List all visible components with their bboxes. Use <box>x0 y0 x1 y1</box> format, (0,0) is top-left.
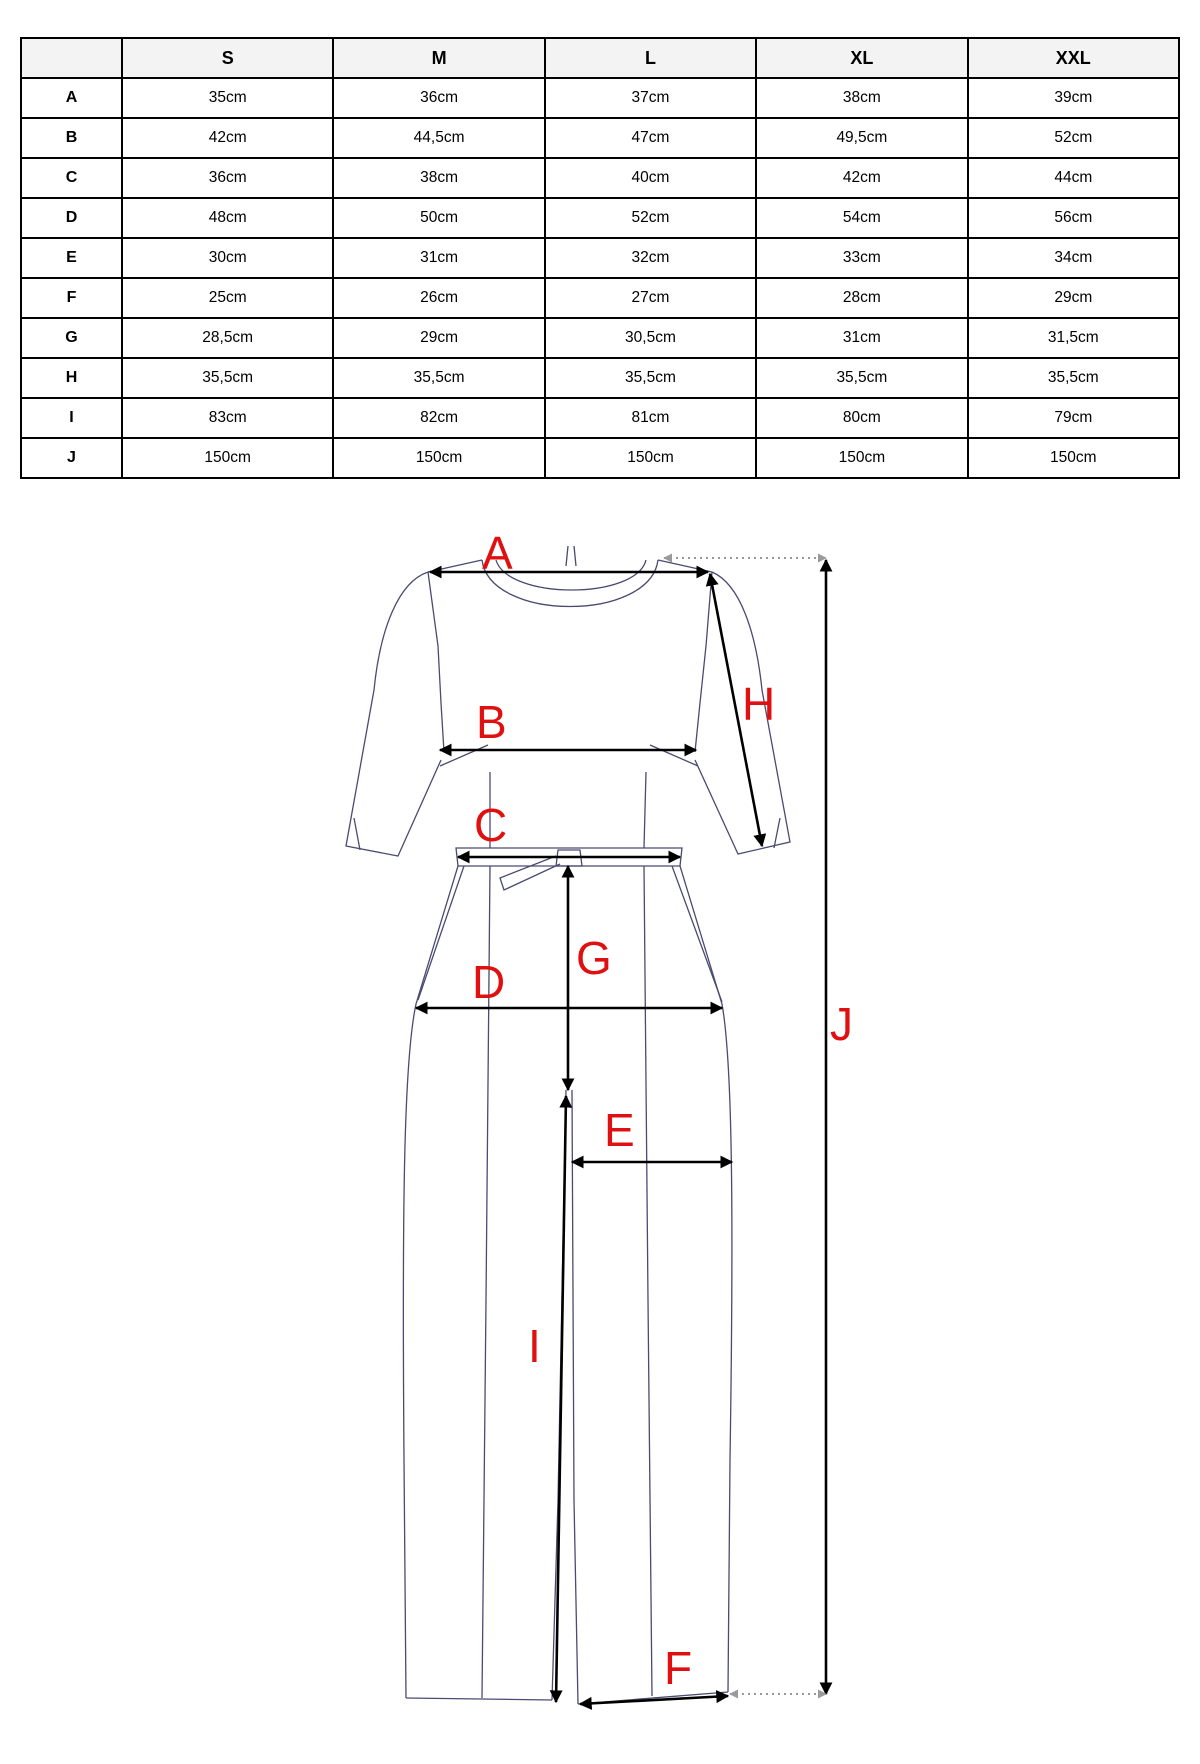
table-row <box>21 78 1179 118</box>
size-header-xxl: XXL <box>968 38 1179 78</box>
table-cell: 35,5cm <box>333 358 544 398</box>
size-chart-table <box>20 37 1180 479</box>
table-cell: 44cm <box>968 158 1179 198</box>
table-cell: 81cm <box>545 398 756 438</box>
table-cell: 25cm <box>122 278 333 318</box>
table-cell: 35,5cm <box>122 358 333 398</box>
label-e: E <box>604 1104 635 1156</box>
table-cell: 150cm <box>122 438 333 478</box>
label-d: D <box>472 956 506 1008</box>
trousers-outer-right <box>680 866 732 1692</box>
table-cell: 27cm <box>545 278 756 318</box>
bust-dart-right <box>650 745 698 766</box>
table-cell: 40cm <box>545 158 756 198</box>
arrow-f <box>580 1696 728 1704</box>
size-header-l: L <box>545 38 756 78</box>
table-row <box>21 438 1179 478</box>
table-row <box>21 158 1179 198</box>
trousers-hem-left <box>406 1698 552 1700</box>
table-cell: 26cm <box>333 278 544 318</box>
bodice-left-side <box>428 572 444 752</box>
table-cell: 150cm <box>756 438 967 478</box>
row-label: D <box>21 198 122 238</box>
neck-back-opening <box>566 546 576 566</box>
table-cell: 50cm <box>333 198 544 238</box>
row-label: A <box>21 78 122 118</box>
size-header-s: S <box>122 38 333 78</box>
label-i: I <box>528 1320 541 1372</box>
table-cell: 80cm <box>756 398 967 438</box>
table-cell: 52cm <box>545 198 756 238</box>
arrow-i <box>556 1096 566 1702</box>
size-header <box>21 38 1179 78</box>
table-cell: 150cm <box>333 438 544 478</box>
table-cell: 37cm <box>545 78 756 118</box>
table-cell: 35,5cm <box>545 358 756 398</box>
table-cell: 32cm <box>545 238 756 278</box>
table-cell: 36cm <box>333 78 544 118</box>
bust-dart-left <box>440 745 488 766</box>
label-f: F <box>664 1642 693 1694</box>
sleeve-left-hem <box>354 818 360 850</box>
row-label: F <box>21 278 122 318</box>
table-cell: 83cm <box>122 398 333 438</box>
table-cell: 48cm <box>122 198 333 238</box>
table-cell: 150cm <box>968 438 1179 478</box>
crease-right <box>644 866 652 1696</box>
table-row <box>21 118 1179 158</box>
table-cell: 28cm <box>756 278 967 318</box>
table-row <box>21 358 1179 398</box>
table-cell: 33cm <box>756 238 967 278</box>
table-cell: 54cm <box>756 198 967 238</box>
table-cell: 42cm <box>122 118 333 158</box>
table-cell: 34cm <box>968 238 1179 278</box>
table-cell: 35cm <box>122 78 333 118</box>
table-cell: 30,5cm <box>545 318 756 358</box>
table-cell: 79cm <box>968 398 1179 438</box>
table-cell: 47cm <box>545 118 756 158</box>
row-label: H <box>21 358 122 398</box>
table-row <box>21 198 1179 238</box>
table-cell: 29cm <box>333 318 544 358</box>
jumpsuit-outline <box>346 546 790 1704</box>
row-label: I <box>21 398 122 438</box>
row-label: E <box>21 238 122 278</box>
row-label: B <box>21 118 122 158</box>
row-label: C <box>21 158 122 198</box>
pocket-right <box>672 866 722 1002</box>
table-cell: 31cm <box>756 318 967 358</box>
row-label: G <box>21 318 122 358</box>
measurement-labels <box>472 527 853 1694</box>
size-header-m: M <box>333 38 544 78</box>
table-cell: 36cm <box>122 158 333 198</box>
table-cell: 35,5cm <box>756 358 967 398</box>
row-label: J <box>21 438 122 478</box>
table-cell: 52cm <box>968 118 1179 158</box>
table-cell: 31,5cm <box>968 318 1179 358</box>
size-body <box>21 78 1179 478</box>
table-row <box>21 318 1179 358</box>
label-c: C <box>474 799 508 851</box>
label-h: H <box>742 678 776 730</box>
table-cell: 150cm <box>545 438 756 478</box>
trousers-outer-left <box>403 866 458 1698</box>
label-g: G <box>576 932 612 984</box>
shoulder-seam-left <box>428 560 482 572</box>
table-cell: 39cm <box>968 78 1179 118</box>
inseam-right <box>572 1090 578 1704</box>
neckline-inner <box>496 560 646 590</box>
table-row <box>21 398 1179 438</box>
table-row <box>21 238 1179 278</box>
table-cell: 35,5cm <box>968 358 1179 398</box>
corner-cell <box>21 38 122 78</box>
bodice-right-side <box>695 572 712 752</box>
table-cell: 42cm <box>756 158 967 198</box>
table-cell: 30cm <box>122 238 333 278</box>
size-header-row <box>21 38 1179 78</box>
label-j: J <box>830 998 853 1050</box>
table-row <box>21 278 1179 318</box>
table-cell: 38cm <box>756 78 967 118</box>
shoulder-seam-right <box>658 560 712 572</box>
table-cell: 49,5cm <box>756 118 967 158</box>
jumpsuit-measurement-diagram <box>0 520 1200 1764</box>
size-header-xl: XL <box>756 38 967 78</box>
sleeve-left <box>346 572 441 856</box>
pocket-left <box>418 866 464 1000</box>
sleeve-right-hem <box>774 818 780 848</box>
table-cell: 38cm <box>333 158 544 198</box>
table-cell: 29cm <box>968 278 1179 318</box>
table-cell: 82cm <box>333 398 544 438</box>
label-a: A <box>482 527 513 579</box>
table-cell: 44,5cm <box>333 118 544 158</box>
table-cell: 31cm <box>333 238 544 278</box>
table-cell: 28,5cm <box>122 318 333 358</box>
label-b: B <box>476 696 507 748</box>
princess-seam-right <box>644 772 646 848</box>
table-cell: 56cm <box>968 198 1179 238</box>
